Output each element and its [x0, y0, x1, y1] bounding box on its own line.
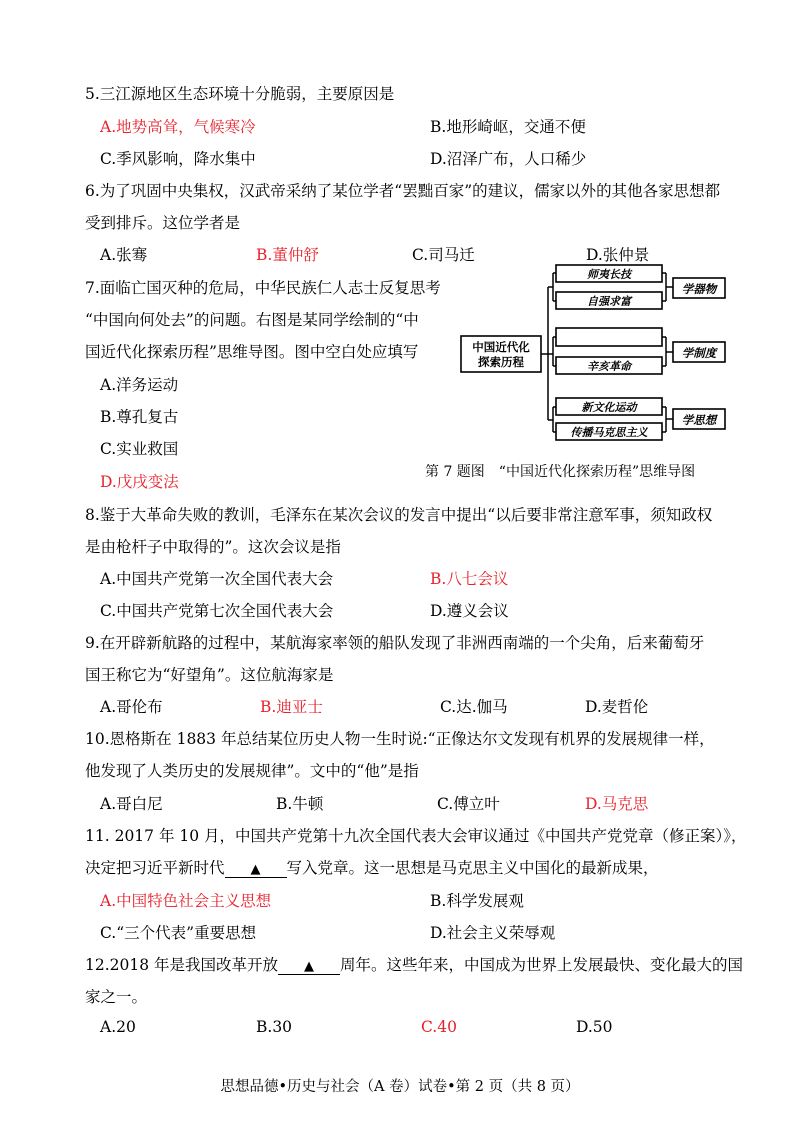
q5-option-b: B.地形崎岖，交通不便 [430, 118, 586, 136]
mind-map-root-line2: 探索历程 [478, 355, 524, 369]
q5-stem: 5.三江源地区生态环境十分脆弱，主要原因是 [85, 85, 395, 103]
q12-stem-line1-pre: 12.2018 年是我国改革开放 [85, 956, 279, 974]
q11-option-c: C.“三个代表”重要思想 [100, 924, 257, 942]
mind-map-root-line1: 中国近代化 [472, 340, 530, 354]
q9-option-a: A.哥伦布 [100, 698, 163, 716]
q10-option-a: A.哥白尼 [100, 795, 163, 813]
q7-option-d: D.戊戌变法 [100, 473, 179, 491]
q12-stem-line1 [85, 953, 743, 975]
q12-stem-line2: 家之一。 [85, 988, 148, 1006]
mind-map-box-5-label: 新文化运动 [581, 401, 637, 414]
q6-option-d: D.张仲景 [586, 246, 650, 264]
q11-stem-line2-pre: 决定把习近平新时代 [85, 859, 225, 877]
q11-stem-line2 [85, 856, 659, 878]
mind-map-box-4-label: 辛亥革命 [587, 360, 631, 373]
q11-option-d: D.社会主义荣辱观 [430, 924, 556, 942]
q12-option-c: C.40 [421, 1018, 457, 1036]
page-footer: 思想品德•历史与社会（A 卷）试卷•第 2 页（共 8 页） [220, 1079, 580, 1095]
q12-option-d: D.50 [576, 1018, 613, 1036]
q6-option-a: A.张骞 [100, 246, 148, 264]
q8-option-b: B.八七会议 [430, 570, 509, 588]
q10-stem-line1: 10.恩格斯在 1883 年总结某位历史人物一生时说:“正像达尔文发现有机界的发展规律一样， [85, 730, 715, 748]
q10-stem-line2: 他发现了人类历史的发展规律”。文中的“他”是指 [85, 762, 419, 780]
q9-option-b: B.迪亚士 [260, 698, 323, 716]
q5-option-d: D.沼泽广布，人口稀少 [430, 150, 587, 168]
q5-option-c: C.季风影响，降水集中 [100, 150, 256, 168]
q6-option-b: B.董仲舒 [256, 246, 319, 264]
mind-map-category-1-label: 学器物 [681, 282, 717, 296]
q8-option-d: D.遵义会议 [430, 602, 509, 620]
mind-map-category-2-label: 学制度 [681, 346, 717, 360]
q7-stem-line1: 7.面临亡国灭种的危局，中华民族仁人志士反复思考 [85, 279, 441, 297]
q12-answer-blank: ▲ [278, 959, 340, 975]
q12-option-a: A.20 [100, 1018, 136, 1036]
q6-stem-line2: 受到排斥。这位学者是 [85, 214, 241, 232]
q11-answer-blank: ▲ [225, 862, 287, 878]
q6-stem-line1: 6.为了巩固中央集权，汉武帝采纳了某位学者“罢黜百家”的建议，儒家以外的其他各家思想都 [85, 182, 721, 200]
mind-map-box-blank [556, 328, 662, 346]
q10-option-d: D.马克思 [585, 795, 649, 813]
figure-caption: 第 7 题图 “中国近代化探索历程”思维导图 [425, 464, 696, 480]
q6-option-c: C.司马迁 [412, 246, 475, 264]
q9-stem-line2: 国王称它为“好望角”。这位航海家是 [85, 666, 334, 684]
mind-map-box-6-label: 传播马克思主义 [570, 426, 648, 439]
q11-stem-line1: 11. 2017 年 10 月，中国共产党第十九次全国代表大会审议通过《中国共产党党章（修正案）》， [85, 827, 747, 845]
q10-option-c: C.傅立叶 [437, 795, 500, 813]
mind-map-box-1-label: 师夷长技 [587, 268, 631, 281]
q7-option-b: B.尊孔复古 [100, 408, 179, 426]
mind-map-box-2-label: 自强求富 [587, 295, 631, 308]
q7-option-a: A.洋务运动 [100, 376, 179, 394]
q8-stem-line1: 8.鉴于大革命失败的教训，毛泽东在某次会议的发言中提出“以后要非常注意军事，须知政权 [85, 506, 713, 524]
q8-option-c: C.中国共产党第七次全国代表大会 [100, 602, 334, 620]
q7-option-c: C.实业救国 [100, 440, 179, 458]
q11-option-a: A.中国特色社会主义思想 [100, 892, 272, 910]
q7-stem-line2: “中国向何处去”的问题。右图是某同学绘制的“中 [85, 311, 419, 329]
q8-stem-line2: 是由枪杆子中取得的”。这次会议是指 [85, 538, 341, 556]
q12-stem-line1-post: 周年。这些年来，中国成为世界上发展最快、变化最大的国 [340, 956, 744, 974]
mind-map-category-3-label: 学思想 [681, 413, 717, 427]
q8-option-a: A.中国共产党第一次全国代表大会 [100, 570, 334, 588]
q11-stem-line2-post: 写入党章。这一思想是马克思主义中国化的最新成果， [286, 859, 659, 877]
q9-option-d: D.麦哲伦 [585, 698, 649, 716]
mind-map-figure [458, 262, 758, 452]
q5-option-a: A.地势高耸，气候寒冷 [100, 118, 256, 136]
q9-option-c: C.达.伽马 [440, 698, 508, 716]
q12-option-b: B.30 [256, 1018, 293, 1036]
q10-option-b: B.牛顿 [276, 795, 324, 813]
q9-stem-line1: 9.在开辟新航路的过程中，某航海家率领的船队发现了非洲西南端的一个尖角，后来葡萄牙 [85, 634, 705, 652]
q11-option-b: B.科学发展观 [430, 892, 524, 910]
q7-stem-line3: 国近代化探索历程”思维导图。图中空白处应填写 [85, 343, 419, 361]
